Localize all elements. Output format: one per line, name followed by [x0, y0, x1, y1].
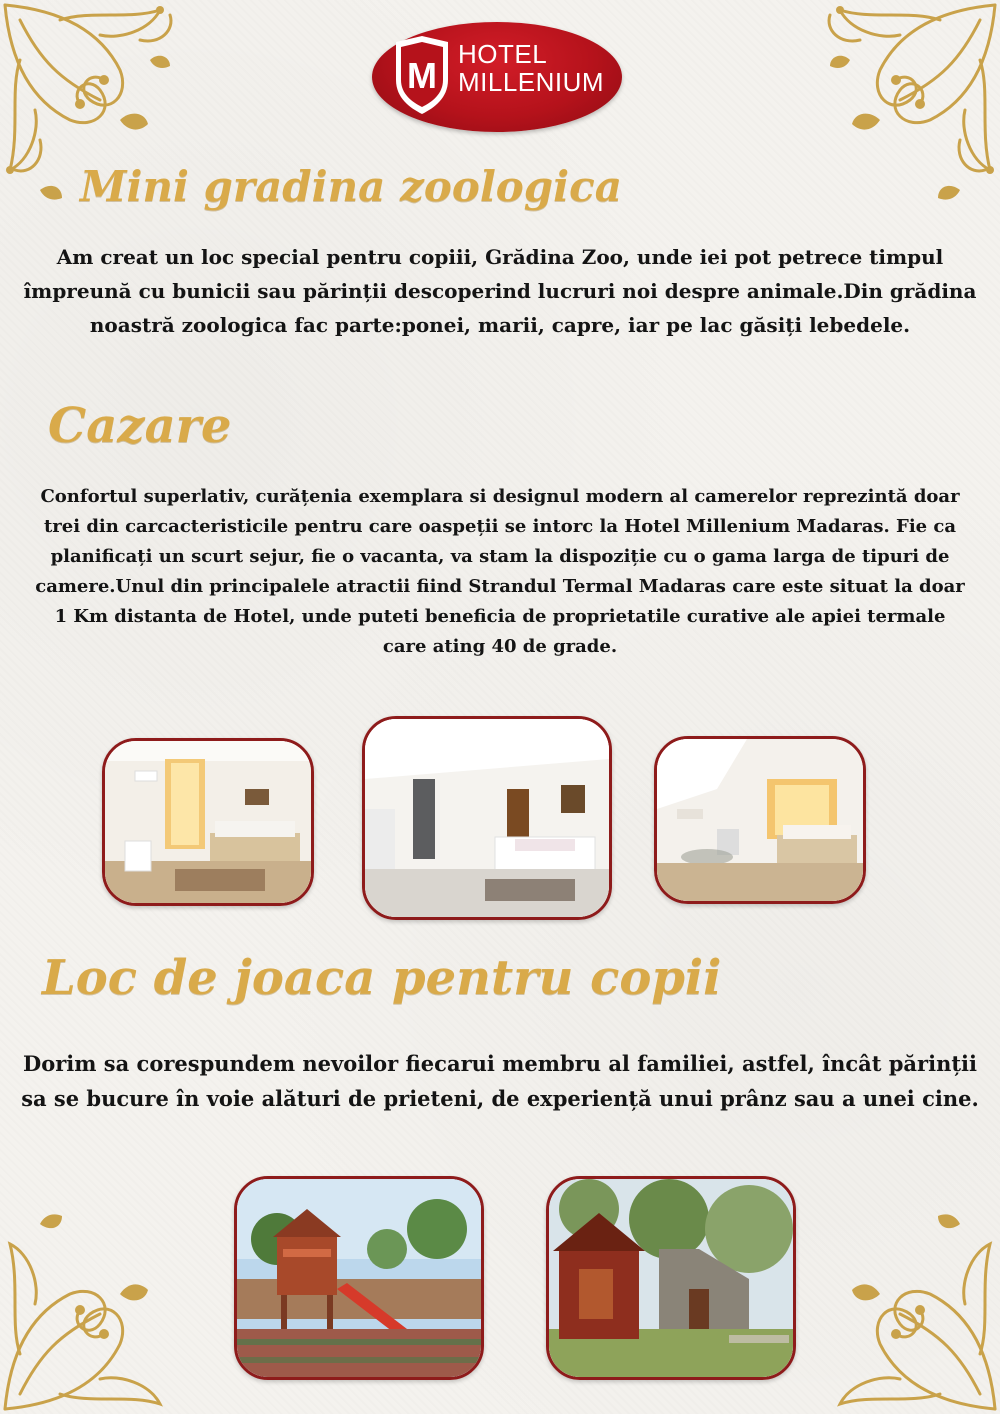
corner-ornament-top-right	[810, 0, 1000, 230]
corner-ornament-bottom-right	[810, 1184, 1000, 1414]
logo-line-millenium: MILLENIUM	[458, 67, 605, 97]
zoo-description: Am creat un loc special pentru copiii, Grădina Zoo, unde iei pot petrece timpul împreună cu bunicii sau părinții descoperind lucruri noi despre animale.Din grădina noastră zoologica fac parte:ponei, marii, capre, iar pe lac găsiți lebedele.	[23, 245, 977, 337]
logo-shield-icon	[392, 36, 452, 116]
playground-photo-2	[546, 1176, 796, 1380]
playground-photo-1	[234, 1176, 484, 1380]
playground-description: Dorim sa corespundem nevoilor fiecarui membru al familiei, astfel, încât părinții sa se bucure în voie alături de prieteni, de experiență unui prânz sau a unei cine.	[21, 1051, 979, 1111]
cazare-heading: Cazare	[48, 398, 232, 454]
hotel-logo	[372, 22, 622, 132]
logo-line-hotel: HOTEL	[458, 39, 548, 69]
logo-letter: M	[407, 55, 437, 96]
room-photo-3	[654, 736, 866, 904]
room-photo-1	[102, 738, 314, 906]
logo-wordmark	[458, 40, 604, 96]
zoo-heading: Mini gradina zoologica	[80, 162, 622, 211]
room-photo-2	[362, 716, 612, 920]
cazare-description: Confortul superlativ, curățenia exemplara si designul modern al camerelor reprezintă doar trei din carcacteristicile pentru care oaspeții se intorc la Hotel Millenium Madaras. Fie ca planificați un scurt sejur, fie o vacanta, va stam la dispoziție cu o gama larga de tipuri de camere.Unul din principalele atractii fiind Strandul Termal Madaras care este situat la doar 1 Km distanta de Hotel, unde puteti beneficia de proprietatile curative ale apiei termale care ating 40 de grade.	[35, 486, 965, 657]
playground-heading: Loc de joaca pentru copii	[42, 950, 722, 1006]
corner-ornament-bottom-left	[0, 1184, 190, 1414]
